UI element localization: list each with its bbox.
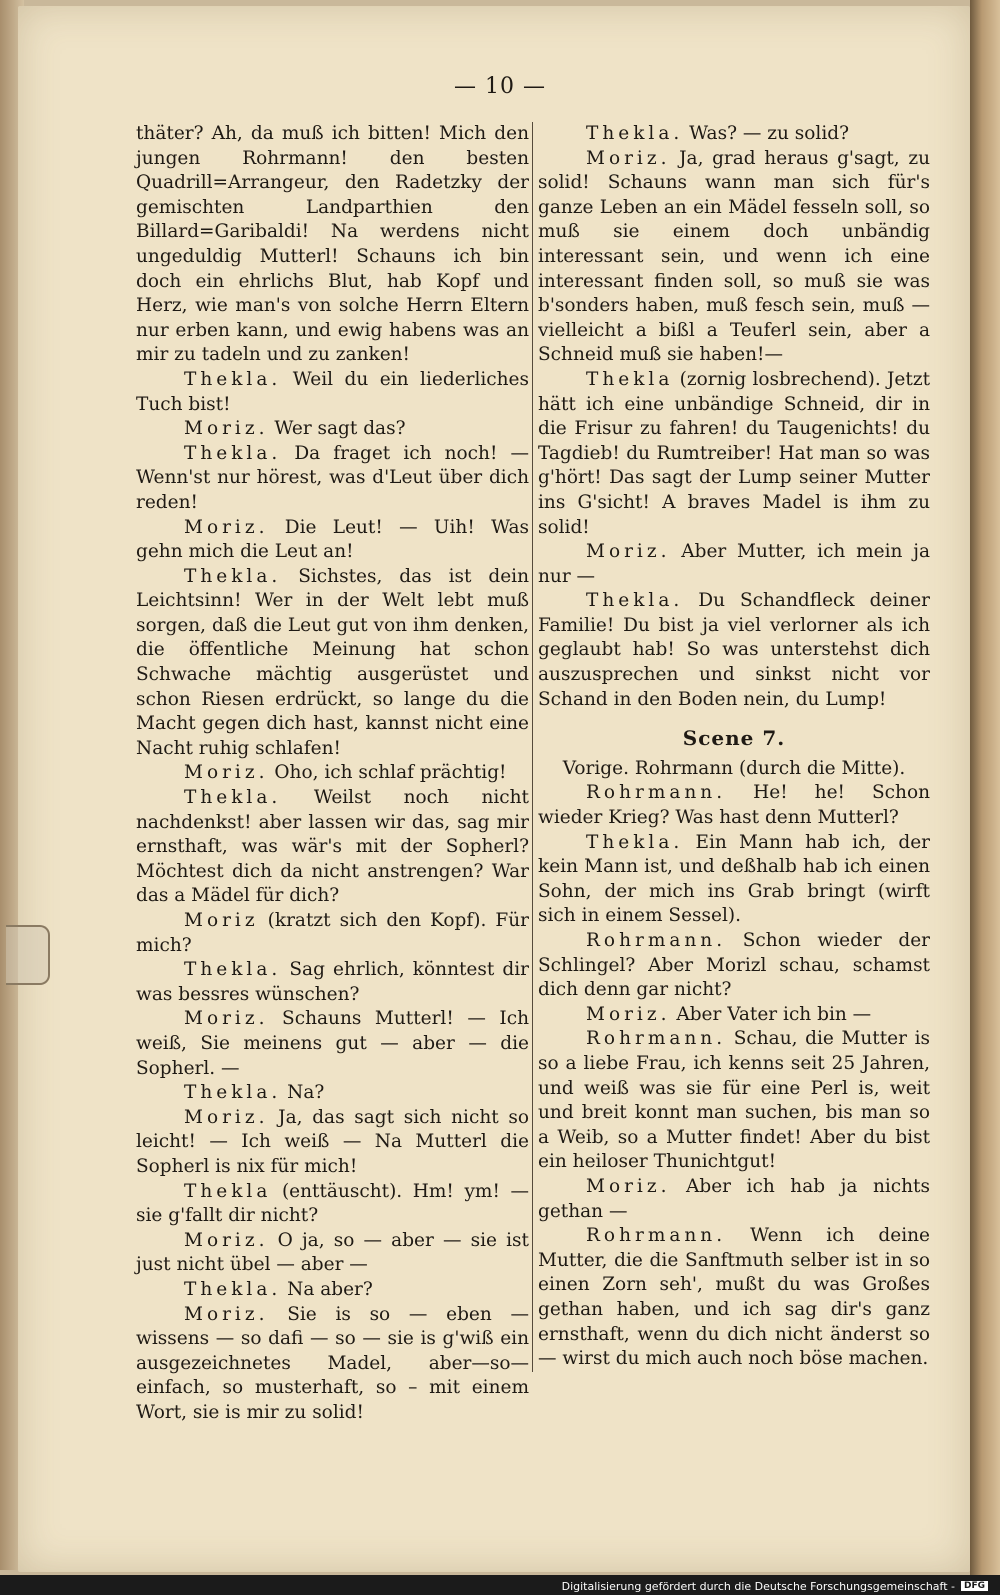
dialogue-text: Aber ich hab ja nichts gethan — [538,1175,930,1222]
dialogue-paragraph [136,1180,529,1229]
speaker-name: Thekla. [586,831,684,853]
dialogue-text: Schon wieder der Schlingel? Aber Morizl schau, schamst dich denn gar nicht? [538,930,930,1001]
dialogue-paragraph [538,831,930,929]
speaker-name: Thekla. [184,565,282,587]
speaker-name: Moriz. [184,1229,269,1251]
dialogue-text: Wer sagt das? [274,418,406,440]
speaker-name: Moriz. [586,1175,671,1197]
page-number: — 10 — [454,74,546,99]
dialogue-paragraph [538,122,930,147]
dialogue-paragraph [538,1224,930,1372]
page-clip-mark [6,925,50,985]
dialogue-text: (zornig losbrechend). Jetzt hätt ich eine unbändige Schneid, dir in die Frisur zu fahren! du Taugenichts! du Tagdieb! du Rumtreiber! Hat man so was g'hört! Das sagt der Lump seiner Mutter ins G'sicht! A braves Madel is ihm zu solid! [538,368,930,538]
dialogue-paragraph [136,1081,529,1106]
dialogue-text: Oho, ich schlaf prächtig! [274,762,507,784]
dialogue-text: Ein Mann hab ich, der kein Mann ist, und deßhalb hab ich einen Sohn, der mich ins Grab bringt (wirft sich in einem Sessel). [538,831,931,927]
dialogue-text: Ja, das sagt sich nicht so leicht! — Ich weiß — Na Mutterl die Sopherl is nix für mich! [136,1106,529,1177]
dialogue-text: Sichstes, das ist dein Leichtsinn! Wer in der Welt lebt muß sorgen, daß die Leut gut von ihm denken, die öffentliche Meinung hat schon Schwache mächtig ausgerüstet und schon Riesen erdrückt, so lange du die Macht gegen dich hast, kannst nicht eine Nacht ruhig schlafen! [136,565,529,759]
speaker-name: Thekla. [184,1082,282,1104]
dialogue-paragraph [136,122,529,368]
speaker-name: Thekla. [184,442,282,464]
speaker-name: Moriz. [586,541,671,563]
dialogue-paragraph [538,929,930,1003]
dialogue-text: Aber Vater ich bin — [676,1003,872,1025]
dialogue-text: Du Schandfleck deiner Familie! Du bist ja viel verlorner als ich geglaubt hab! So was unterstehst dich auszusprechen und sinkst nicht vor Schand in den Boden nein, du Lump! [538,590,930,710]
right-column-dialogue-after-scene [538,781,930,1371]
dialogue-paragraph [538,147,930,368]
dialogue-text: Schau, die Mutter is so a liebe Frau, ich kenns seit 25 Jahren, und weiß was sie für eine Perl is, weit und breit konnt man suchen, bis man so a Weib, so a Mutter findet! Aber du bist ein heiloser Thunichtgut! [538,1028,930,1173]
speaker-name: Thekla. [586,590,684,612]
dialogue-text: (enttäuscht). Hm! ym! — sie g'fallt dir nicht? [136,1180,529,1227]
dialogue-paragraph [538,1175,930,1224]
speaker-name: Moriz. [184,1106,269,1128]
right-text-column [538,122,930,1372]
speaker-name: Thekla. [184,787,282,809]
book-spine-edge [970,0,1000,1575]
dialogue-paragraph [538,1027,930,1175]
column-divider [532,122,533,1372]
dialogue-text: O ja, so — aber — sie ist just nicht übel — aber — [136,1229,529,1276]
speaker-name: Moriz. [184,1008,269,1030]
dialogue-text: Da fraget ich noch! — Wenn'st nur hörest, was d'Leut über dich reden! [136,442,529,513]
left-text-column [136,122,529,1425]
speaker-name: Rohrmann. [586,1028,727,1050]
speaker-name: Rohrmann. [586,930,727,951]
scene-direction: Vorige. Rohrmann (durch die Mitte). [562,757,906,779]
speaker-name: Thekla. [184,959,282,981]
dialogue-text: Na aber? [287,1278,373,1300]
speaker-name: Moriz. [184,418,269,440]
dialogue-text: thäter? Ah, da muß ich bitten! Mich den jungen Rohrmann! den besten Quadrill=Arrangeur, den Radetzky der gemischten Landparthien den Billard=Garibaldi! Na werdens nicht ungeduldig Mutterl! Schauns ich bin doch ein ehrlichs Blut, hab Kopf und Herz, wie man's von solche Herrn Eltern nur erben kann, und ewig habens was an mir zu tadeln und zu zanken! [136,123,529,366]
dialogue-text: Schauns Mutterl! — Ich weiß, Sie meinens gut — aber — die Sopherl. — [136,1008,529,1079]
dialogue-text: Sag ehrlich, könntest dir was bessres wünschen? [136,959,529,1005]
speaker-name: Moriz. [586,147,671,169]
dialogue-text: Aber Mutter, ich mein ja nur — [538,541,930,587]
speaker-name: Thekla [184,1180,272,1202]
dialogue-paragraph [136,1278,529,1303]
speaker-name: Thekla [586,368,674,390]
dialogue-paragraph [136,1106,529,1180]
dialogue-text: Weilst noch nicht nachdenkst! aber lassen wir das, sag mir ernsthaft, was wär's mit der Sopherl? Möchtest dich da nicht anstrengen? War das a Mädel für dich? [136,787,529,907]
dialogue-paragraph [136,442,529,516]
speaker-name: Moriz [184,910,259,931]
dialogue-paragraph [136,1007,529,1081]
dialogue-paragraph [136,565,529,762]
dialogue-paragraph [136,958,529,1007]
dialogue-paragraph [538,368,930,540]
dialogue-paragraph [136,1303,529,1426]
footer-text: Digitalisierung gefördert durch die Deutsche Forschungsgemeinschaft - [561,1579,955,1593]
dialogue-paragraph [538,540,930,589]
dialogue-paragraph [538,1003,930,1028]
dialogue-paragraph [136,417,529,442]
dialogue-text: Was? — zu solid? [689,123,850,144]
speaker-name: Thekla. [184,1278,282,1300]
dialogue-paragraph [136,1229,529,1278]
speaker-name: Rohrmann. [586,1225,727,1247]
dfg-logo: DFG [961,1581,988,1591]
speaker-name: Moriz. [586,1003,671,1025]
speaker-name: Rohrmann. [586,782,727,804]
dialogue-paragraph [136,786,529,909]
dialogue-text: Ja, grad heraus g'sagt, zu solid! Schauns wann man sich für's ganze Leben an ein Mädel fesseln soll, so muß sie einem doch unbändig interessant sein, und wenn ich eine interessant finden soll, so muß sie was b'sonders haben, muß fesch sein, muß — vielleicht a bißl a Teuferl sein, aber a Schneid muß sie haben!— [538,147,930,366]
right-column-dialogue-before-scene [538,122,930,712]
dialogue-text: He! he! Schon wieder Krieg? Was hast denn Mutterl? [538,782,930,829]
dialogue-paragraph [136,368,529,417]
dialogue-text: Wenn ich deine Mutter, die die Sanftmuth selber ist in so einen Zorn seh', mußt du was Großes gethan haben, und ich sag dir's ganz ernsthaft, wenn du dich nicht änderst so — wirst du mich auch noch böse machen. [538,1225,930,1370]
dialogue-paragraph [538,781,930,830]
dialogue-text: Na? [287,1082,325,1104]
scene-heading: Scene 7. [682,726,786,751]
dialogue-paragraph [136,909,529,958]
dialogue-text: (kratzt sich den Kopf). Für mich? [136,910,529,956]
dialogue-paragraph [136,761,529,786]
speaker-name: Moriz. [184,516,269,538]
dialogue-text: Sie is so — eben — wissens — so dafi — so — sie is g'wiß ein ausgezeichnetes Madel, aber—so—einfach, so musterhaft, so – mit einem Wort, sie is mir zu solid! [136,1303,529,1423]
dialogue-text: Die Leut! — Uih! Was gehn mich die Leut an! [136,516,529,563]
dialogue-paragraph [136,516,529,565]
speaker-name: Moriz. [184,1303,269,1325]
digitization-footer [558,1577,992,1595]
dialogue-paragraph [538,589,930,712]
dialogue-text: Weil du ein liederliches Tuch bist! [136,368,530,415]
speaker-name: Thekla. [586,123,684,144]
speaker-name: Moriz. [184,762,269,784]
speaker-name: Thekla. [184,368,282,390]
